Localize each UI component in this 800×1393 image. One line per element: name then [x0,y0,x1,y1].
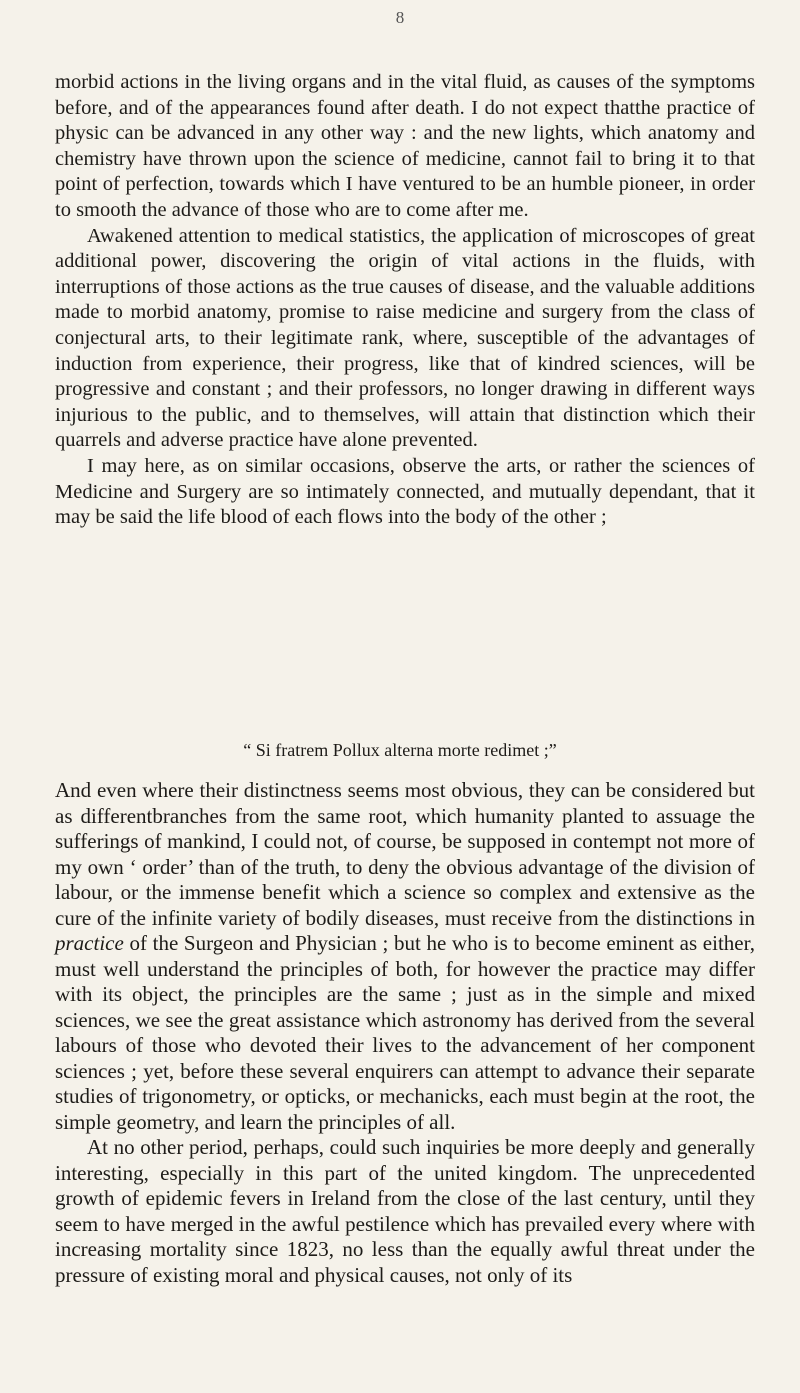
paragraph-text: of the Surgeon and Physician ; but he who is to become eminent as either, must well understand the principles of both, for however the practice may differ with its object, the principles are the same ; just as in the simple and mixed sciences, we see the great assistance which astronomy has derived from the several labours of those who devoted their lives to the advancement of her component sciences ; yet, before these several enquirers can attempt to advance their separate studies of trigonometry, or opticks, or mechanicks, each must begin at the root, the simple geometry, and learn the principles of all. [55,931,755,1134]
paragraph: At no other period, perhaps, could such inquiries be more deeply and generally interesting, especially in this part of the united kingdom. The unprecedented growth of epidemic fevers in Ireland from the close of the last century, until they seem to have merged in the awful pestilence which has prevailed every where with increasing mortality since 1823, no less than the equally awful threat under the pressure of existing moral and physical causes, not only of its [55,1135,755,1287]
text-block-lower [55,778,755,1288]
paragraph: I may here, as on similar occasions, observe the arts, or rather the sciences of Medicine and Surgery are so intimately connected, and mutually dependant, that it may be said the life blood of each flows into the body of the other ; [55,454,755,529]
page-number: 8 [395,8,405,27]
paragraph: morbid actions in the living organs and in the vital fluid, as causes of the symptoms before, and of the appearances found after death. I do not expect thatthe practice of physic can be advanced in any other way : and the new lights, which anatomy and chemistry have thrown upon the science of medicine, cannot fail to bring it to that point of perfection, towards which I have ventured to be an humble pioneer, in order to smooth the advance of those who are to come after me. [55,71,755,221]
paragraph-text: And even where their distinctness seems most obvious, they can be considered but as differentbranches from the same root, which humanity planted to assuage the sufferings of mankind, I could not, of course, be supposed in contempt not more of my own ‘ order’ than of the truth, to deny the obvious advantage of the division of labour, or the immense benefit which a science so complex and extensive as the cure of the infinite variety of bodily diseases, must receive from the distinctions in [55,778,755,930]
text-block-upper [55,70,755,531]
latin-quotation: “ Si fratrem Pollux alterna morte redimet ;” [243,740,557,760]
paragraph: Awakened attention to medical statistics, the application of microscopes of great additional power, discovering the origin of vital actions in the fluids, with interruptions of those actions as the true causes of disease, and the valuable additions made to morbid anatomy, promise to raise medicine and surgery from the class of conjectural arts, to their legitimate rank, where, susceptible of the advantages of induction from experience, their progress, like that of kindred sciences, will be progressive and constant ; and their professors, no longer drawing in different ways injurious to the public, and to themselves, will attain that distinction which their quarrels and adverse practice have alone prevented. [55,224,755,452]
paragraph [55,778,755,1135]
emphasized-word: practice [55,931,124,955]
